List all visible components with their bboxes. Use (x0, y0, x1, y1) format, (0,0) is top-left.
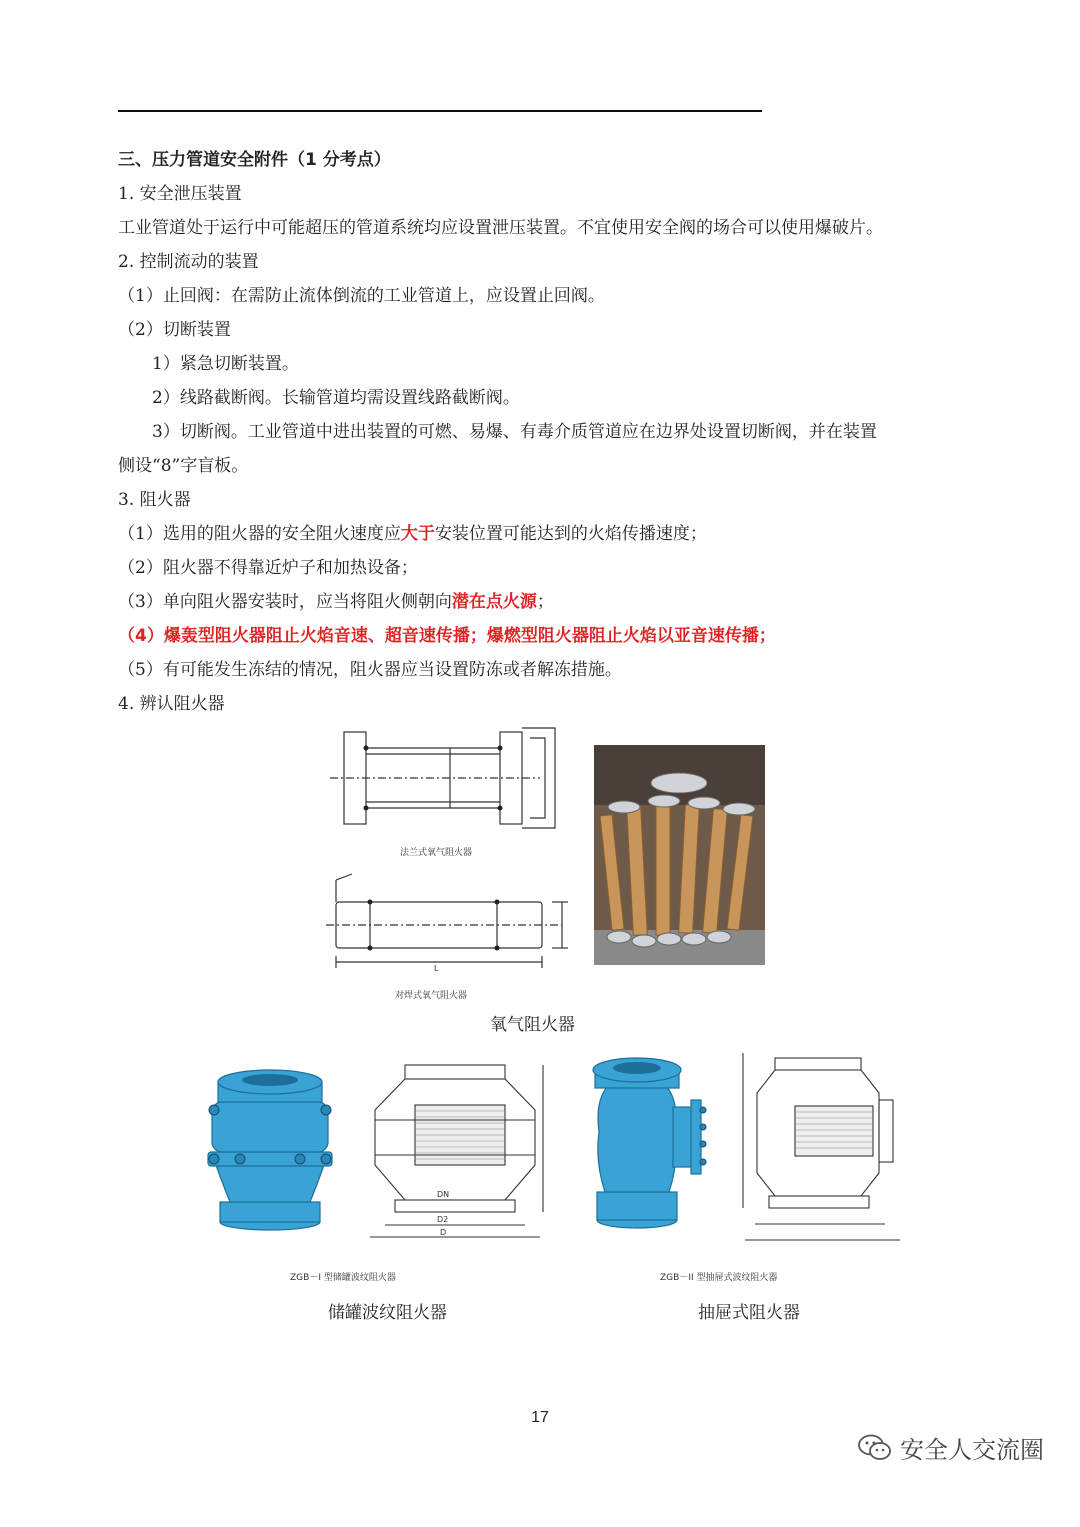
item-3-4 (118, 625, 776, 647)
flange-arrester-label: 法兰式氧气阻火器 (400, 848, 473, 858)
item-3-1 (118, 523, 707, 545)
item-3-3 (118, 591, 554, 613)
item-3-3-red: 潜在点火源 (451, 592, 537, 612)
item-3-1-post: 安装位置可能达到的火焰传播速度； (434, 524, 707, 544)
oxygen-arrester-caption: 氧气阻火器 (490, 1015, 575, 1035)
tank-arrester-3d (200, 1062, 340, 1232)
item-2-2-3a: 3）切断阀。工业管道中进出装置的可燃、易爆、有毒介质管道应在边界处设置切断阀，并在装置 (152, 422, 877, 442)
watermark (858, 1430, 1044, 1465)
item-1-title: 1. 安全泄压装置 (118, 184, 242, 204)
item-3-5: （5）有可能发生冻结的情况，阻火器应当设置防冻或者解冻措施。 (118, 660, 622, 680)
item-3-4-pre: （4） (118, 626, 164, 646)
tank-arrester-caption: 储罐波纹阻火器 (328, 1303, 447, 1323)
weld-arrester-drawing (322, 872, 582, 984)
weld-arrester-label: 对焊式氧气阻火器 (395, 991, 468, 1001)
item-3-4-red: 爆轰型阻火器阻止火焰音速、超音速传播；爆燃型阻火器阻止火焰以亚音速传播； (163, 626, 776, 646)
dim-d2: D2 (437, 1215, 449, 1224)
flange-arrester-drawing (330, 720, 580, 840)
item-2-1: （1）止回阀：在需防止流体倒流的工业管道上，应设置止回阀。 (118, 286, 605, 306)
wechat-icon (858, 1434, 892, 1462)
oxygen-arrester-photo (594, 745, 765, 965)
weld-dim-l: L (434, 964, 439, 973)
item-2-2-3b: 侧设“8”字盲板。 (118, 456, 249, 476)
section-title: 三、压力管道安全附件（1 分考点） (118, 150, 391, 170)
dim-d: D (440, 1228, 447, 1237)
zgb1-label: ZGB－I 型储罐波纹阻火器 (290, 1273, 396, 1283)
item-2-title: 2. 控制流动的装置 (118, 252, 259, 272)
item-2-2-1: 1）紧急切断装置。 (152, 354, 299, 374)
drawer-arrester-drawing (735, 1048, 910, 1253)
item-2-2-2: 2）线路截断阀。长输管道均需设置线路截断阀。 (152, 388, 520, 408)
item-3-3-pre: （3）单向阻火器安装时，应当将阻火侧朝向 (118, 592, 452, 612)
item-3-1-pre: （1）选用的阻火器的安全阻火速度应 (118, 524, 401, 544)
tank-arrester-drawing (355, 1055, 550, 1250)
dim-dn: DN (437, 1190, 450, 1199)
drawer-arrester-caption: 抽屉式阻火器 (698, 1303, 800, 1323)
page-number: 17 (531, 1409, 549, 1426)
item-1-text: 工业管道处于运行中可能超压的管道系统均应设置泄压装置。不宜使用安全阀的场合可以使用爆破片。 (118, 218, 883, 238)
item-2-2: （2）切断装置 (118, 320, 231, 340)
item-3-1-red: 大于 (400, 524, 435, 544)
item-3-2: （2）阻火器不得靠近炉子和加热设备； (118, 558, 418, 578)
watermark-text: 安全人交流圈 (900, 1436, 1044, 1464)
item-4-title: 4. 辨认阻火器 (118, 694, 225, 714)
drawer-arrester-3d (585, 1052, 715, 1232)
item-3-3-post: ； (536, 592, 554, 612)
zgb2-label: ZGB－II 型抽屉式波纹阻火器 (660, 1273, 778, 1283)
top-rule (118, 110, 762, 112)
item-3-title: 3. 阻火器 (118, 490, 191, 510)
